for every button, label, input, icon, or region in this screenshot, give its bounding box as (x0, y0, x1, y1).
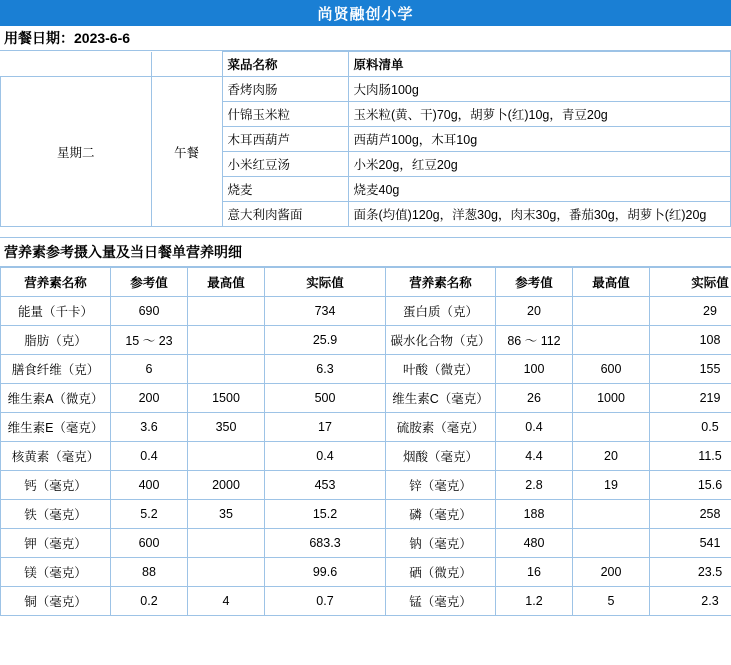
menu-meal: 午餐 (151, 77, 222, 227)
nutrient-ref: 100 (496, 355, 573, 384)
nutrient-ref: 480 (496, 529, 573, 558)
nutrient-max (188, 529, 265, 558)
menu-dish-ingredients: 玉米粒(黄、干)70g，胡萝卜(红)10g，青豆20g (348, 102, 731, 127)
nutrient-actual: 15.6 (650, 471, 731, 500)
nutrient-ref: 16 (496, 558, 573, 587)
nutrient-name: 烟酸（毫克） (386, 442, 496, 471)
nutrient-max (573, 326, 650, 355)
nutrient-max: 20 (573, 442, 650, 471)
nutrient-name: 钙（毫克） (1, 471, 111, 500)
menu-dish-ingredients: 面条(均值)120g，洋葱30g，肉末30g，番茄30g，胡萝卜(红)20g (348, 202, 731, 227)
nutrient-actual: 219 (650, 384, 731, 413)
nutrient-ref: 4.4 (496, 442, 573, 471)
nutrient-actual: 25.9 (265, 326, 386, 355)
nutrient-max (188, 558, 265, 587)
nutrition-header-name-left: 营养素名称 (1, 268, 111, 297)
nutrient-name: 叶酸（微克） (386, 355, 496, 384)
nutrient-name: 蛋白质（克） (386, 297, 496, 326)
nutrient-ref: 6 (111, 355, 188, 384)
nutrient-ref: 690 (111, 297, 188, 326)
nutrient-actual: 2.3 (650, 587, 731, 616)
nutrient-ref: 600 (111, 529, 188, 558)
nutrient-name: 铁（毫克） (1, 500, 111, 529)
nutrient-max: 600 (573, 355, 650, 384)
table-row (1, 77, 731, 102)
table-row (1, 471, 731, 500)
nutrient-max: 1500 (188, 384, 265, 413)
nutrition-header-max-left: 最高值 (188, 268, 265, 297)
nutrient-name: 维生素E（毫克） (1, 413, 111, 442)
nutrient-name: 脂肪（克） (1, 326, 111, 355)
meal-date-label: 用餐日期：2023-6-6 (0, 26, 731, 51)
menu-dish-ingredients: 小米20g，红豆20g (348, 152, 731, 177)
nutrient-name: 钠（毫克） (386, 529, 496, 558)
nutrient-name: 硒（微克） (386, 558, 496, 587)
table-row (1, 587, 731, 616)
menu-dish-name: 烧麦 (222, 177, 348, 202)
nutrient-max (188, 442, 265, 471)
nutrient-ref: 0.2 (111, 587, 188, 616)
nutrient-actual: 23.5 (650, 558, 731, 587)
nutrient-max (573, 500, 650, 529)
menu-header-row (1, 52, 731, 77)
nutrient-name: 铜（毫克） (1, 587, 111, 616)
page-title: 尚贤融创小学 (0, 0, 731, 26)
menu-dish-ingredients: 烧麦40g (348, 177, 731, 202)
nutrient-name: 镁（毫克） (1, 558, 111, 587)
menu-dish-name: 什锦玉米粒 (222, 102, 348, 127)
nutrient-max: 350 (188, 413, 265, 442)
nutrient-ref: 0.4 (496, 413, 573, 442)
menu-dish-ingredients: 西葫芦100g，木耳10g (348, 127, 731, 152)
nutrition-table (0, 267, 731, 616)
nutrient-name: 磷（毫克） (386, 500, 496, 529)
spacer-cell (1, 227, 731, 238)
nutrient-max (188, 355, 265, 384)
nutrient-name: 锌（毫克） (386, 471, 496, 500)
nutrient-name: 碳水化合物（克） (386, 326, 496, 355)
nutrient-name: 核黄素（毫克） (1, 442, 111, 471)
nutrient-actual: 99.6 (265, 558, 386, 587)
nutrient-max: 1000 (573, 384, 650, 413)
nutrient-actual: 29 (650, 297, 731, 326)
nutrient-name: 维生素C（毫克） (386, 384, 496, 413)
table-row (1, 558, 731, 587)
nutrition-header-name-right: 营养素名称 (386, 268, 496, 297)
nutrition-header-ref-left: 参考值 (111, 268, 188, 297)
menu-dish-ingredients: 大肉肠100g (348, 77, 731, 102)
menu-empty-weekday-cell (1, 52, 152, 77)
table-row (1, 326, 731, 355)
menu-table (0, 51, 731, 237)
nutrient-actual: 11.5 (650, 442, 731, 471)
nutrient-ref: 0.4 (111, 442, 188, 471)
nutrient-max: 200 (573, 558, 650, 587)
nutrient-ref: 26 (496, 384, 573, 413)
nutrient-max: 2000 (188, 471, 265, 500)
nutrient-actual: 683.3 (265, 529, 386, 558)
nutrition-header-actual-right: 实际值 (650, 268, 731, 297)
menu-header-ingredients: 原料清单 (348, 52, 731, 77)
nutrition-header-ref-right: 参考值 (496, 268, 573, 297)
nutrient-max: 35 (188, 500, 265, 529)
nutrient-actual: 155 (650, 355, 731, 384)
menu-dish-name: 意大利肉酱面 (222, 202, 348, 227)
menu-dish-name: 木耳西葫芦 (222, 127, 348, 152)
table-row (1, 500, 731, 529)
nutrient-ref: 3.6 (111, 413, 188, 442)
nutrient-max (188, 326, 265, 355)
menu-header-dish: 菜品名称 (222, 52, 348, 77)
nutrition-header-row (1, 268, 731, 297)
nutrient-ref: 200 (111, 384, 188, 413)
nutrient-actual: 541 (650, 529, 731, 558)
table-row (1, 384, 731, 413)
table-row (1, 355, 731, 384)
table-row (1, 413, 731, 442)
nutrient-ref: 5.2 (111, 500, 188, 529)
nutrient-max (573, 529, 650, 558)
nutrient-ref: 188 (496, 500, 573, 529)
table-row (1, 297, 731, 326)
table-row (1, 442, 731, 471)
nutrient-max: 19 (573, 471, 650, 500)
nutrition-header-actual-left: 实际值 (265, 268, 386, 297)
nutrition-header-max-right: 最高值 (573, 268, 650, 297)
nutrient-ref: 86 ～ 112 (496, 326, 573, 355)
nutrient-name: 锰（毫克） (386, 587, 496, 616)
nutrient-actual: 6.3 (265, 355, 386, 384)
nutrient-max: 5 (573, 587, 650, 616)
nutrient-ref: 1.2 (496, 587, 573, 616)
menu-empty-meal-cell (151, 52, 222, 77)
nutrient-actual: 0.5 (650, 413, 731, 442)
nutrient-ref: 2.8 (496, 471, 573, 500)
table-row (1, 529, 731, 558)
menu-weekday: 星期二 (1, 77, 152, 227)
nutrient-ref: 400 (111, 471, 188, 500)
nutrient-ref: 20 (496, 297, 573, 326)
nutrient-max (573, 413, 650, 442)
nutrient-actual: 0.4 (265, 442, 386, 471)
nutrient-actual: 734 (265, 297, 386, 326)
nutrient-ref: 15 ～ 23 (111, 326, 188, 355)
nutrient-actual: 108 (650, 326, 731, 355)
nutrient-actual: 0.7 (265, 587, 386, 616)
menu-dish-name: 小米红豆汤 (222, 152, 348, 177)
nutrient-name: 能量（千卡） (1, 297, 111, 326)
nutrient-name: 膳食纤维（克） (1, 355, 111, 384)
nutrient-name: 维生素A（微克） (1, 384, 111, 413)
nutrient-actual: 17 (265, 413, 386, 442)
nutrient-max (188, 297, 265, 326)
nutrient-max: 4 (188, 587, 265, 616)
nutrient-name: 钾（毫克） (1, 529, 111, 558)
nutrient-name: 硫胺素（毫克） (386, 413, 496, 442)
nutrient-actual: 500 (265, 384, 386, 413)
table-spacer-row (1, 227, 731, 238)
menu-dish-name: 香烤肉肠 (222, 77, 348, 102)
nutrient-actual: 453 (265, 471, 386, 500)
nutrient-max (573, 297, 650, 326)
nutrient-actual: 258 (650, 500, 731, 529)
nutrient-ref: 88 (111, 558, 188, 587)
nutrition-section-title: 营养素参考摄入量及当日餐单营养明细 (0, 237, 731, 267)
nutrient-actual: 15.2 (265, 500, 386, 529)
